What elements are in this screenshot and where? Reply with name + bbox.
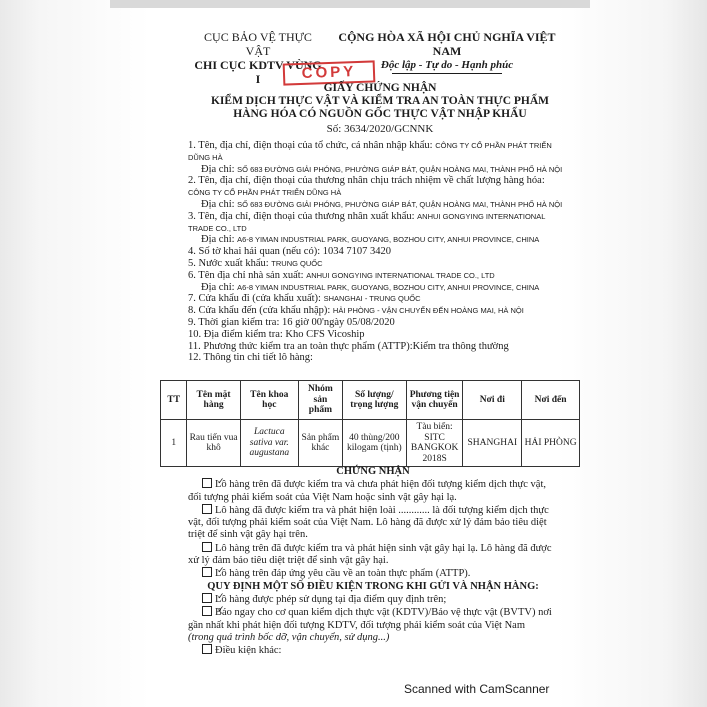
field-3-address-label: Địa chỉ: (201, 234, 235, 246)
cert-item-2 (188, 504, 558, 542)
column-header: Tên mặt hàng (187, 381, 240, 420)
checked-box-icon (202, 606, 212, 616)
empty-box-icon (202, 542, 212, 552)
field-3-address-value: A6-8 YIMAN INDUSTRIAL PARK, GUOYANG, BOZHOU CITY, ANHUI PROVINCE, CHINA (237, 235, 540, 245)
field-2-address-label: Địa chỉ: (201, 198, 235, 210)
field-2-address (188, 199, 563, 211)
title-line-3: HÀNG HÓA CÓ NGUỒN GỐC THỰC VẬT NHẬP KHẨU (233, 108, 527, 120)
certificate-number: Số: 3634/2020/GCNNK (326, 123, 434, 135)
field-6-address-label: Địa chỉ: (201, 281, 235, 293)
agency-line-1: CỤC BẢO VỆ THỰC VẬT (204, 30, 312, 58)
column-header: Tên khoa học (240, 381, 298, 420)
motto-underline (392, 73, 502, 74)
rule-item-2-text: Báo ngay cho cơ quan kiểm dịch thực vật (KDTV)/Bảo vệ thực vật (BVTV) nơi gần nhất khi phát hiện đối tượng KDTV, đối tượng phải kiểm soát của Việt Nam (188, 607, 552, 631)
agency-line-2: CHI CỤC KDTV VÙNG I (194, 58, 322, 86)
field-1 (188, 140, 563, 152)
cert-item-3 (188, 542, 558, 568)
cert-item-2-text: Lô hàng đã được kiểm tra và phát hiện loài ............ là đối tượng kiểm dịch thực vật, đối tượng phải kiểm soát của Việt Nam. Lô hàng đã được xử lý đảm bảo tiêu diệt triệt để sinh vật gây hại trên. (188, 504, 549, 541)
field-6-label: 6. Tên địa chỉ nhà sản xuất: (188, 269, 304, 281)
table-cell: 1 (161, 420, 187, 467)
empty-box-icon (202, 644, 212, 654)
copy-stamp: COPY (283, 60, 376, 85)
rule-item-1-text: Lô hàng được phép sử dụng tại địa điểm quy định trên; (215, 593, 447, 605)
empty-box-icon (202, 504, 212, 514)
rules-heading: QUY ĐỊNH MỘT SỐ ĐIỀU KIỆN TRONG KHI GỬI VÀ NHẬN HÀNG: (207, 580, 539, 592)
field-9: 9. Thời gian kiểm tra: 16 giờ 00'ngày 05/08/2020 (188, 316, 395, 328)
nation-motto: Độc lập - Tự do - Hạnh phúc (380, 59, 514, 71)
column-header: Nơi đi (463, 381, 522, 420)
field-5-value: TRUNG QUỐC (271, 258, 323, 268)
field-2-label: 2. Tên, địa chỉ, điện thoại của thương nhân chịu trách nhiệm về chất lượng hàng hóa: (188, 175, 545, 187)
cert-item-1-text: Lô hàng trên đã được kiểm tra và chưa phát hiện đối tượng kiểm dịch thực vật, đối tượng phải kiểm soát của Việt Nam hoặc sinh vật gây hại lạ. (188, 479, 546, 503)
field-10: 10. Địa điểm kiểm tra: Kho CFS Vicoship (188, 328, 365, 340)
field-5-label: 5. Nước xuất khẩu: (188, 257, 269, 269)
field-8-value: HẢI PHÒNG - VẬN CHUYỂN ĐẾN HOÀNG MAI, HÀ NỘI (332, 306, 524, 316)
field-3-address (188, 234, 563, 246)
rule-item-3 (188, 644, 558, 657)
field-6-address (188, 282, 563, 294)
cert-item-3-text: Lô hàng trên đã được kiểm tra và phát hiện sinh vật gây hại lạ. Lô hàng đã được xử lý đảm bảo tiêu diệt triệt để sinh vật gây hại. (188, 542, 552, 567)
field-7 (188, 293, 563, 305)
rule-item-1 (188, 593, 558, 606)
table-cell: SHANGHAI (463, 420, 522, 467)
rule-item-2-note: (trong quá trình bốc dỡ, vận chuyển, sử dụng...) (188, 631, 390, 643)
table-row (161, 420, 580, 467)
field-2-address-value: SỐ 683 ĐƯỜNG GIẢI PHÓNG, PHƯỜNG GIÁP BÁT, QUẬN HOÀNG MAI, THÀNH PHỐ HÀ NỘI (237, 199, 563, 209)
field-8-label: 8. Cửa khẩu đến (cửa khẩu nhập): (188, 305, 331, 317)
field-1-address-label: Địa chỉ: (201, 163, 235, 175)
certification-section (188, 466, 558, 657)
scanner-watermark: Scanned with CamScanner (404, 682, 550, 696)
field-1-label: 1. Tên, địa chỉ, điện thoại của tổ chức, cá nhân nhập khẩu: (188, 140, 433, 151)
field-6-value: ANHUI GONGYING INTERNATIONAL TRADE CO., LTD (306, 270, 495, 280)
table-cell: Lactuca sativa var. augustana (240, 420, 298, 467)
field-7-label: 7. Cửa khẩu đi (cửa khẩu xuất): (188, 293, 321, 305)
field-7-value: SHANGHAI - TRUNG QUỐC (323, 294, 421, 304)
field-12: 12. Thông tin chi tiết lô hàng: (188, 352, 313, 364)
field-1-value-cont: DŨNG HÀ (188, 152, 223, 162)
cert-item-1 (188, 478, 558, 504)
column-header: Nơi đến (522, 381, 580, 420)
table-cell: Rau tiến vua khô (187, 420, 240, 467)
checked-box-icon (202, 478, 212, 488)
column-header: Phương tiện vận chuyển (406, 381, 463, 420)
table-header-row (161, 381, 580, 420)
field-2-value: CÔNG TY CỔ PHẦN PHÁT TRIỂN DŨNG HÀ (188, 188, 342, 198)
column-header: Số lượng/ trọng lượng (342, 381, 406, 420)
nation-title: CỘNG HÒA XÃ HỘI CHỦ NGHĨA VIỆT NAM (338, 30, 556, 58)
checked-box-icon (202, 593, 212, 603)
field-1-address (188, 164, 563, 176)
rule-item-3-text: Điều kiện khác: (215, 645, 282, 657)
field-6 (188, 270, 563, 282)
table-cell: Sản phẩm khác (298, 420, 342, 467)
rule-item-2 (188, 606, 558, 632)
top-edge-strip (110, 0, 590, 8)
cert-item-4 (188, 567, 558, 580)
field-3-label: 3. Tên, địa chỉ, điện thoại của thương nhân xuất khẩu: (188, 210, 415, 222)
field-3-value-cont: TRADE CO., LTD (188, 223, 247, 233)
title-line-2: KIỂM DỊCH THỰC VẬT VÀ KIỂM TRA AN TOÀN THỰC PHẨM (210, 95, 550, 107)
lot-details-table (160, 380, 580, 467)
title-line-1: GIẤY CHỨNG NHẬN (323, 82, 437, 94)
table-cell: HẢI PHÒNG (522, 420, 580, 467)
table-cell: Tàu biển: SITC BANGKOK 2018S (406, 420, 463, 467)
field-1-address-value: SỐ 683 ĐƯỜNG GIẢI PHÓNG, PHƯỜNG GIÁP BÁT, QUẬN HOÀNG MAI, THÀNH PHỐ HÀ NỘI (237, 164, 563, 174)
column-header: TT (161, 381, 187, 420)
field-4: 4. Số tờ khai hải quan (nếu có): 1034 7107 3420 (188, 246, 391, 258)
field-3-value: ANHUI GONGYING INTERNATIONAL (417, 211, 546, 221)
field-11: 11. Phương thức kiểm tra an toàn thực phẩm (ATTP):Kiểm tra thông thường (188, 340, 509, 352)
certification-heading: CHỨNG NHẬN (336, 466, 410, 477)
field-6-address-value: A6-8 YIMAN INDUSTRIAL PARK, GUOYANG, BOZHOU CITY, ANHUI PROVINCE, CHINA (237, 282, 540, 292)
certificate-fields (188, 140, 563, 364)
field-3 (188, 211, 563, 223)
field-8 (188, 305, 563, 317)
table-cell: 40 thùng/200 kilogam (tịnh) (342, 420, 406, 467)
column-header: Nhóm sản phẩm (298, 381, 342, 420)
field-1-value: CÔNG TY CỔ PHẦN PHÁT TRIỂN (435, 141, 552, 150)
certificate-page (160, 20, 580, 680)
background-left-shadow (0, 0, 150, 707)
field-5 (188, 258, 563, 270)
cert-item-4-text: Lô hàng trên đáp ứng yêu cầu về an toàn thực phẩm (ATTP). (215, 568, 471, 580)
certificate-title (200, 82, 560, 136)
checked-box-icon (202, 567, 212, 577)
